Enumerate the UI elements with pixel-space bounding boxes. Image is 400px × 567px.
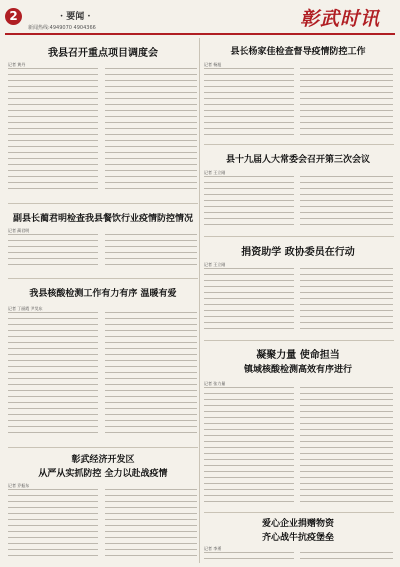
separator xyxy=(204,144,394,145)
article-body-1b xyxy=(105,68,197,194)
headline-4a: 彰武经济开发区 xyxy=(71,455,135,465)
article-body-9 xyxy=(204,552,294,564)
article-body-6b xyxy=(300,176,393,230)
article-body-3 xyxy=(8,312,98,438)
page-number: 2 xyxy=(5,8,22,25)
article-body-7b xyxy=(300,268,393,334)
article-body-4 xyxy=(8,489,98,561)
article-body-8b xyxy=(300,387,393,507)
page-header xyxy=(0,0,400,38)
article-body-2 xyxy=(8,234,98,270)
separator xyxy=(8,447,198,448)
separator xyxy=(8,278,198,279)
section-label: · 要闻 · xyxy=(60,12,91,22)
headline-9a: 爱心企业捐赠物资 xyxy=(261,519,334,529)
byline-1: 记者 黄丹 xyxy=(8,62,26,67)
article-body-5 xyxy=(204,68,294,138)
byline-8: 记者 张力量 xyxy=(204,381,226,386)
byline-2: 记者 蔺君明 xyxy=(8,228,30,233)
byline-6: 记者 王立刚 xyxy=(204,170,226,175)
headline-8a: 凝聚力量 使命担当 xyxy=(256,350,340,361)
headline-1: 我县召开重点项目调度会 xyxy=(48,48,158,59)
article-body-1 xyxy=(8,68,98,194)
headline-9b: 齐心战牛抗疫堡垒 xyxy=(261,533,334,543)
article-body-8 xyxy=(204,387,294,507)
article-body-9b xyxy=(300,552,393,564)
article-body-2b xyxy=(105,234,197,270)
article-body-5b xyxy=(300,68,393,138)
headline-4b: 从严从实抓防控 全力以赴战疫情 xyxy=(38,469,168,479)
article-body-7 xyxy=(204,268,294,334)
masthead: 彰武时讯 xyxy=(299,8,380,30)
headline-6: 县十九届人大常委会召开第三次会议 xyxy=(225,155,370,165)
headline-8b: 镇域核酸检测高效有序进行 xyxy=(243,365,352,375)
headline-2: 副县长蔺君明检查我县餐饮行业疫情防控情况 xyxy=(12,214,193,224)
separator xyxy=(204,340,394,341)
column-divider xyxy=(199,38,200,563)
byline-3: 记者 丁丽霞 尹昊东 xyxy=(8,306,43,311)
article-body-3b xyxy=(105,312,197,438)
byline-7: 记者 王立刚 xyxy=(204,262,226,267)
article-body-4b xyxy=(105,489,197,561)
byline-4: 记者 乔振东 xyxy=(8,483,30,488)
byline-5: 记者 杨旭 xyxy=(204,62,222,67)
byline-9: 记者 李勇 xyxy=(204,546,222,551)
headline-7: 捐资助学 政协委员在行动 xyxy=(241,247,355,258)
separator xyxy=(8,203,198,204)
header-rule xyxy=(5,33,395,35)
separator xyxy=(204,236,394,237)
headline-5: 县长杨家佳检查督导疫情防控工作 xyxy=(230,47,366,57)
article-body-6 xyxy=(204,176,294,230)
separator xyxy=(204,512,394,513)
hotline: 新闻热线:4949070 4904366 xyxy=(28,25,96,31)
headline-3: 我县核酸检测工作有力有序 温暖有爱 xyxy=(29,289,177,299)
